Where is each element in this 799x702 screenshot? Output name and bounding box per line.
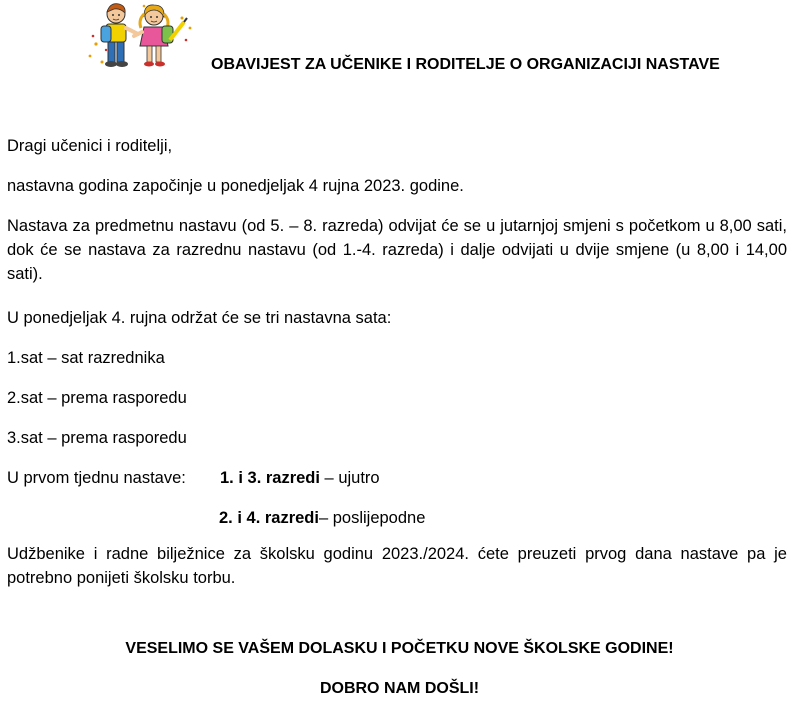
period-2: 2.sat – prema rasporedu [7, 389, 187, 407]
first-week-row-2-grades: 2. i 4. razredi [219, 509, 319, 527]
first-week-row-2-time: – poslijepodne [318, 509, 426, 527]
closing-heading: VESELIMO SE VAŠEM DOLASKU I POČETKU NOVE ŠKOLSKE GODINE! [125, 640, 674, 657]
school-children-illustration-icon [86, 0, 196, 72]
page-title: OBAVIJEST ZA UČENIKE I RODITELJE O ORGANIZACIJI NASTAVE [211, 56, 720, 73]
monday-intro: U ponedjeljak 4. rujna održat će se tri nastavna sata: [7, 309, 392, 327]
first-week-label: U prvom tjednu nastave: [7, 469, 186, 487]
period-1: 1.sat – sat razrednika [7, 349, 165, 367]
first-week-row-1-time: – ujutro [319, 469, 380, 487]
period-3: 3.sat – prema rasporedu [7, 429, 187, 447]
welcome-heading: DOBRO NAM DOŠLI! [319, 680, 480, 697]
first-week-row-1-grades: 1. i 3. razredi [220, 469, 320, 487]
first-week-row-1 [220, 466, 380, 490]
start-date-line: nastavna godina započinje u ponedjeljak 4 rujna 2023. godine. [7, 177, 464, 195]
greeting: Dragi učenici i roditelji, [7, 137, 173, 155]
first-week-row-2 [219, 506, 425, 530]
schedule-paragraph: Nastava za predmetnu nastavu (od 5. – 8. razreda) odvijat će se u jutarnjoj smjeni s početkom u 8,00 sati, dok će se nastava za razrednu nastavu (od 1.-4. razreda) i dalje odvijati u dvije smjene (u 8,00 i 14,00 sati). [7, 217, 787, 283]
books-paragraph: Udžbenike i radne bilježnice za školsku godinu 2023./2024. ćete preuzeti prvog dana nastave pa je potrebno ponijeti školsku torbu. [7, 545, 787, 587]
